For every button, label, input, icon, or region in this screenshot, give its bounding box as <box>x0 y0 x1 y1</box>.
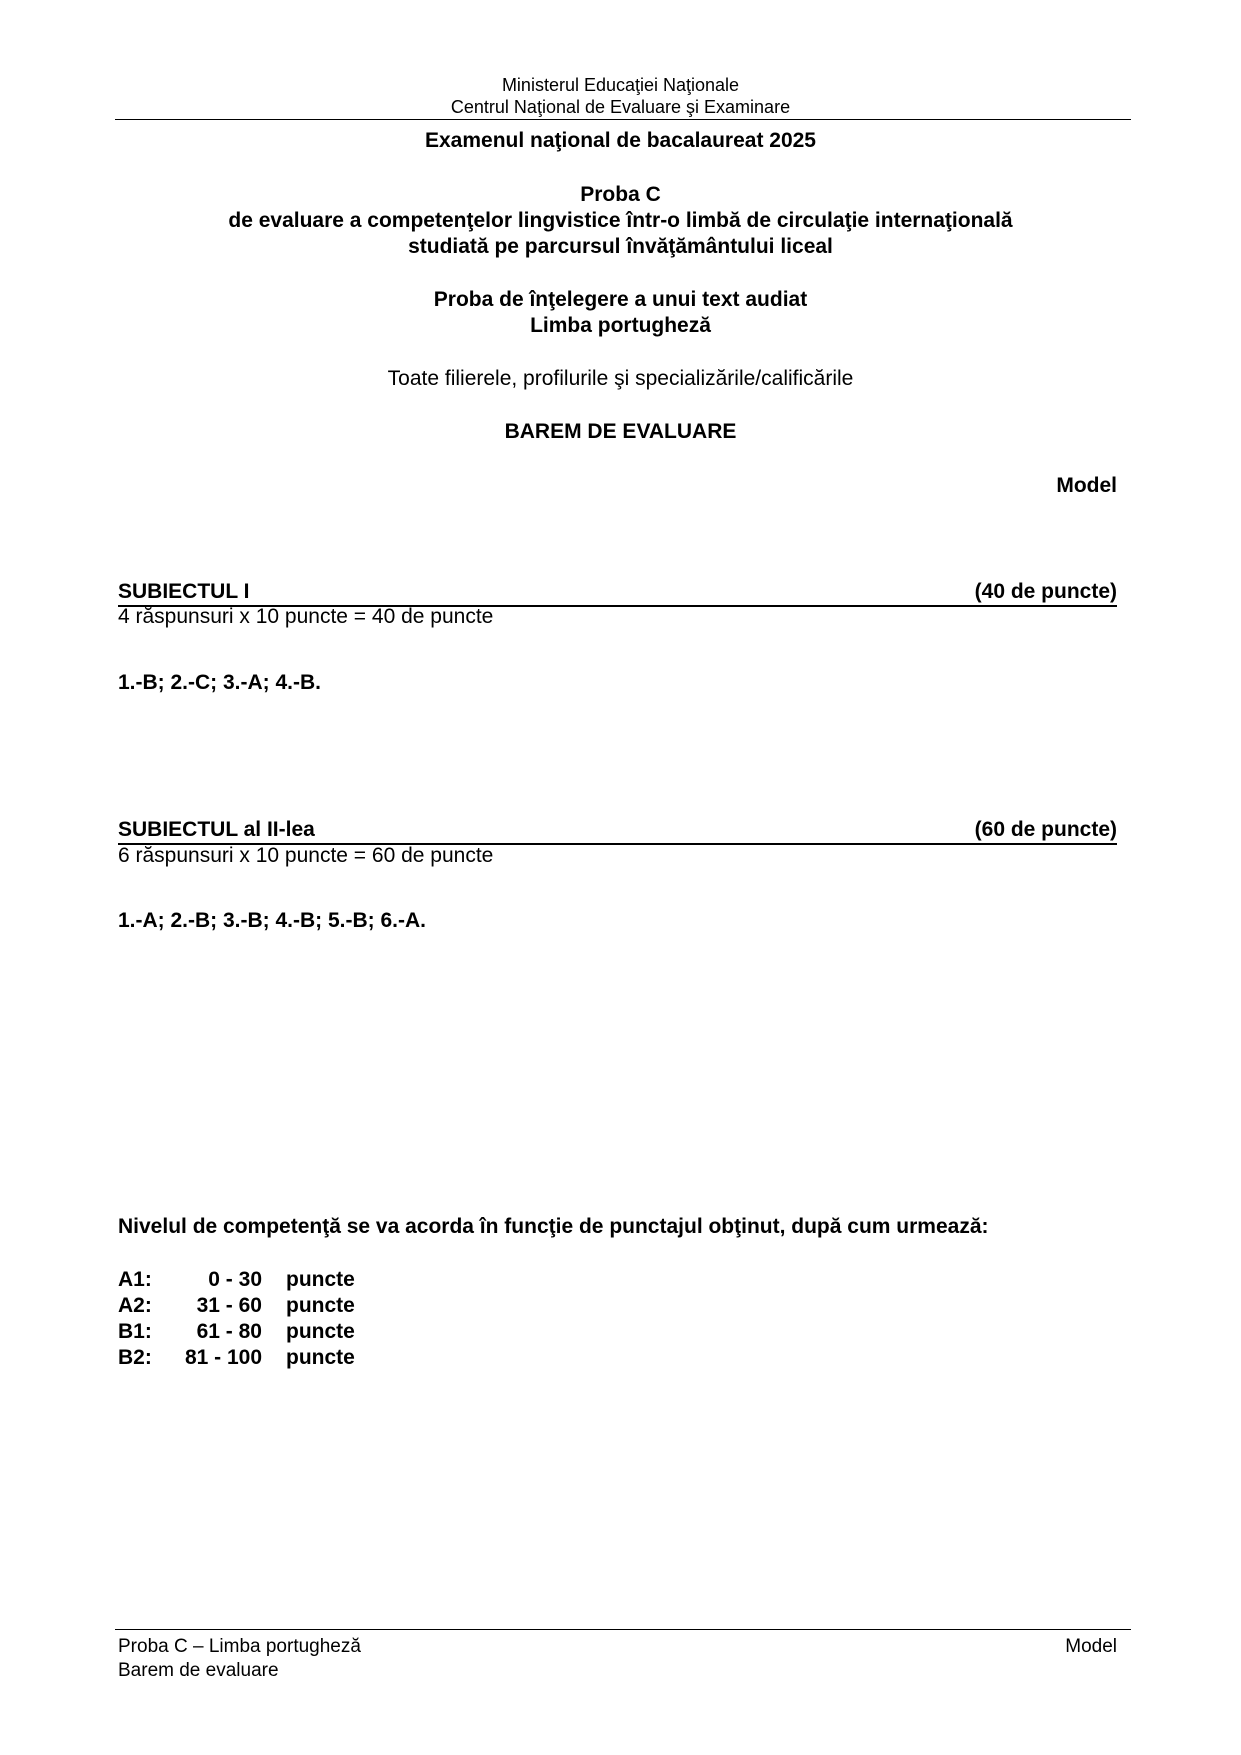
level-range: 31 - 60 <box>196 1294 262 1317</box>
model-label: Model <box>1056 474 1117 497</box>
level-code: B1: <box>118 1320 152 1343</box>
footer-rule <box>115 1629 1131 1630</box>
barem-title: BAREM DE EVALUARE <box>504 420 737 443</box>
footer-model: Model <box>1065 1636 1117 1657</box>
table-row <box>118 1345 355 1371</box>
header-center: Centrul Naţional de Evaluare şi Examinare <box>450 97 791 117</box>
subject1-answers: 1.-B; 2.-C; 3.-A; 4.-B. <box>118 671 322 694</box>
levels-intro: Nivelul de competenţă se va acorda în funcţie de punctajul obţinut, după cum urmează: <box>118 1215 989 1238</box>
level-unit: puncte <box>286 1268 355 1291</box>
exam-title: Examenul naţional de bacalaureat 2025 <box>424 129 816 152</box>
subject1-points: (40 de puncte) <box>974 580 1117 603</box>
footer-barem: Barem de evaluare <box>118 1660 279 1681</box>
level-unit: puncte <box>286 1294 355 1317</box>
level-range: 0 - 30 <box>208 1268 262 1291</box>
level-range: 61 - 80 <box>196 1320 262 1343</box>
level-code: A1: <box>118 1268 152 1291</box>
subject2-points: (60 de puncte) <box>974 818 1117 841</box>
level-unit: puncte <box>286 1346 355 1369</box>
filiere: Toate filierele, profilurile şi specializările/calificările <box>387 367 854 390</box>
level-range: 81 - 100 <box>184 1346 262 1369</box>
subject2-answers: 1.-A; 2.-B; 3.-B; 4.-B; 5.-B; 6.-A. <box>118 909 427 932</box>
header-ministry: Ministerul Educaţiei Naţionale <box>501 75 740 95</box>
levels-table <box>118 1267 355 1371</box>
proba-description-line1: de evaluare a competenţelor lingvistice într-o limbă de circulaţie internaţională <box>228 209 1013 232</box>
proba-type: Proba de înţelegere a unui text audiat <box>433 288 808 311</box>
subject2-heading-row <box>118 817 1117 845</box>
level-unit: puncte <box>286 1320 355 1343</box>
level-code: B2: <box>118 1346 152 1369</box>
table-row <box>118 1267 355 1293</box>
proba-description-line2: studiată pe parcursul învăţământului liceal <box>408 235 833 258</box>
subject1-heading-row <box>118 579 1117 607</box>
subject2-scoring: 6 răspunsuri x 10 puncte = 60 de puncte <box>118 844 494 867</box>
header-rule <box>115 119 1131 120</box>
footer-proba: Proba C – Limba portugheză <box>118 1636 361 1657</box>
level-code: A2: <box>118 1294 152 1317</box>
proba-title: Proba C <box>580 183 661 206</box>
table-row <box>118 1319 355 1345</box>
subject2-heading: SUBIECTUL al II-lea <box>118 818 315 841</box>
subject1-heading: SUBIECTUL I <box>118 580 250 603</box>
table-row <box>118 1293 355 1319</box>
subject1-scoring: 4 răspunsuri x 10 puncte = 40 de puncte <box>118 605 494 628</box>
language: Limba portugheză <box>530 314 711 337</box>
